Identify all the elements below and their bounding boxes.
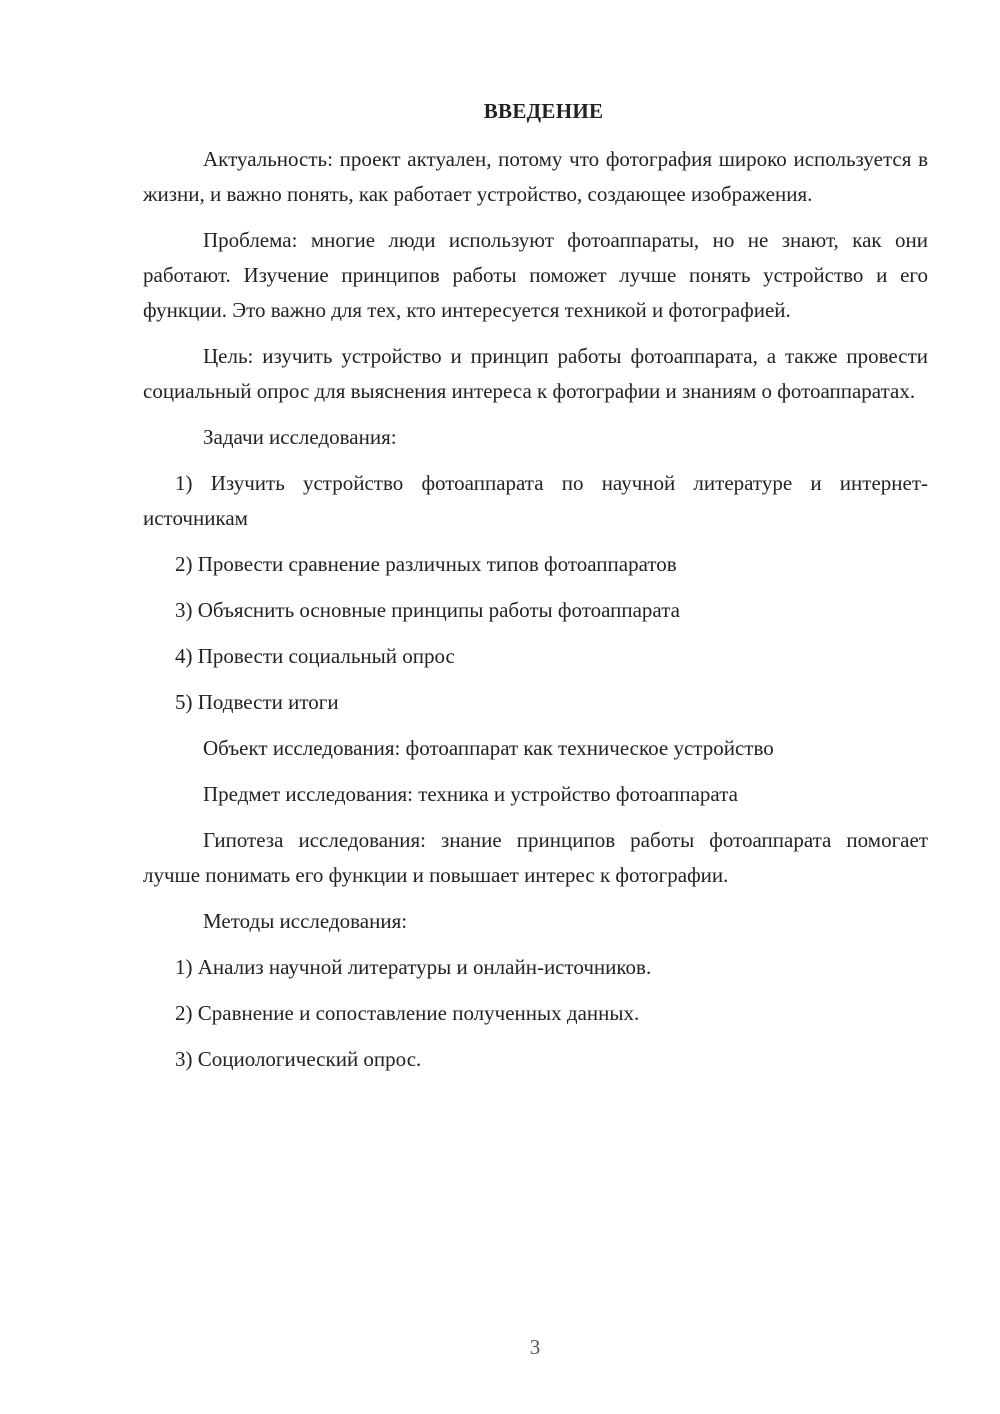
task-item: 5) Подвести итоги (175, 690, 339, 714)
method-item: 2) Сравнение и сопоставление полученных данных. (175, 1001, 640, 1025)
problem-paragraph: Проблема: многие люди используют фотоаппараты, но не знают, как они работают. Изучение принципов работы поможет лучше понять устройство и его функции. Это важно для тех, кто интересуется техникой и фотографией. (143, 228, 928, 322)
hypothesis-paragraph: Гипотеза исследования: знание принципов работы фотоаппарата помогает лучше понимать его функции и повышает интерес к фотографии. (143, 828, 928, 887)
task-item: 2) Провести сравнение различных типов фотоаппаратов (175, 552, 677, 576)
tasks-heading: Задачи исследования: (203, 425, 397, 449)
goal-paragraph: Цель: изучить устройство и принцип работы фотоаппарата, а также провести социальный опрос для выяснения интереса к фотографии и знаниям о фотоаппаратах. (143, 344, 928, 403)
method-item: 3) Социологический опрос. (175, 1047, 422, 1071)
subject-paragraph: Предмет исследования: техника и устройство фотоаппарата (203, 782, 738, 806)
page-number: 3 (529, 1335, 541, 1359)
page-title: ВВЕДЕНИЕ (483, 99, 604, 123)
method-item: 1) Анализ научной литературы и онлайн-источников. (175, 955, 652, 979)
task-item: 1) Изучить устройство фотоаппарата по научной литературе и интернет-источникам (143, 471, 928, 530)
methods-heading: Методы исследования: (203, 909, 408, 933)
task-item: 3) Объяснить основные принципы работы фотоаппарата (175, 598, 680, 622)
page-content (143, 94, 928, 1088)
task-item: 4) Провести социальный опрос (175, 644, 455, 668)
relevance-paragraph: Актуальность: проект актуален, потому что фотография широко используется в жизни, и важно понять, как работает устройство, создающее изображения. (143, 147, 928, 206)
object-paragraph: Объект исследования: фотоаппарат как техническое устройство (203, 736, 774, 760)
